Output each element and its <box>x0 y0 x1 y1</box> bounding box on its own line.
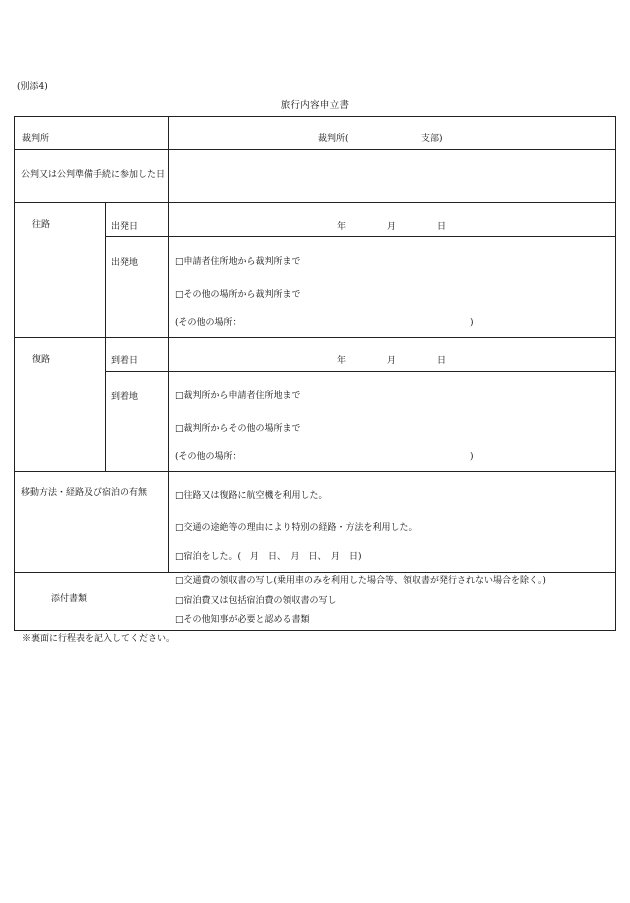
documents-option-other: □その他知事が必要と認める書類 <box>175 615 310 625</box>
arrival-option-home: □裁判所から申請者住所地まで <box>175 391 301 401</box>
departure-day: 日 <box>437 222 447 232</box>
documents-label: 添付書類 <box>51 594 88 604</box>
departure-month: 月 <box>387 222 397 232</box>
rule <box>105 202 106 471</box>
departure-date-label: 出発日 <box>111 222 139 232</box>
documents-option-transport-receipt: □交通費の領収書の写し(乗用車のみを利用した場合等、領収書が発行されない場合を除く。) <box>175 576 546 586</box>
arrival-other-close: ) <box>470 452 474 462</box>
method-label: 移動方法・経路及び宿泊の有無 <box>21 488 148 498</box>
rule <box>105 371 616 372</box>
rule <box>14 471 616 472</box>
court-value-prefix: 裁判所( <box>318 134 349 144</box>
method-option-lodging: □宿泊をした。( 月 日、 月 日、 月 日) <box>175 552 362 562</box>
rule <box>14 116 15 631</box>
rule <box>14 572 616 573</box>
arrival-place-label: 到着地 <box>111 392 139 402</box>
trial-date-label: 公判又は公判準備手続に参加した日 <box>21 170 166 180</box>
return-label: 復路 <box>32 355 51 365</box>
arrival-option-other: □裁判所からその他の場所まで <box>175 424 301 434</box>
departure-option-home: □申請者住所地から裁判所まで <box>175 257 301 267</box>
arrival-other-open: (その他の場所： <box>175 452 242 462</box>
rule <box>14 116 616 117</box>
outbound-label: 往路 <box>32 220 51 230</box>
arrival-day: 日 <box>437 356 447 366</box>
departure-place-label: 出発地 <box>111 258 139 268</box>
rule <box>105 236 616 237</box>
arrival-date-label: 到着日 <box>111 356 139 366</box>
departure-year: 年 <box>337 222 347 232</box>
arrival-month: 月 <box>387 356 397 366</box>
arrival-year: 年 <box>337 356 347 366</box>
method-option-special-route: □交通の途絶等の理由により特別の経路・方法を利用した。 <box>175 523 418 533</box>
court-value-suffix: 支部) <box>421 134 443 144</box>
departure-other-open: (その他の場所： <box>175 318 242 328</box>
rule <box>615 116 616 631</box>
footnote: ※裏面に行程表を記入してください。 <box>22 634 176 644</box>
rule <box>14 630 616 631</box>
documents-option-lodging-receipt: □宿泊費又は包括宿泊費の領収書の写し <box>175 596 337 606</box>
rule <box>14 149 616 150</box>
method-option-air: □往路又は復路に航空機を利用した。 <box>175 491 328 501</box>
rule <box>168 116 169 572</box>
departure-option-other: □その他の場所から裁判所まで <box>175 290 301 300</box>
page-title: 旅行内容申立書 <box>280 100 350 111</box>
court-label: 裁判所 <box>22 134 50 144</box>
attachment-label: (別添4) <box>17 82 48 92</box>
departure-other-close: ) <box>470 318 474 328</box>
